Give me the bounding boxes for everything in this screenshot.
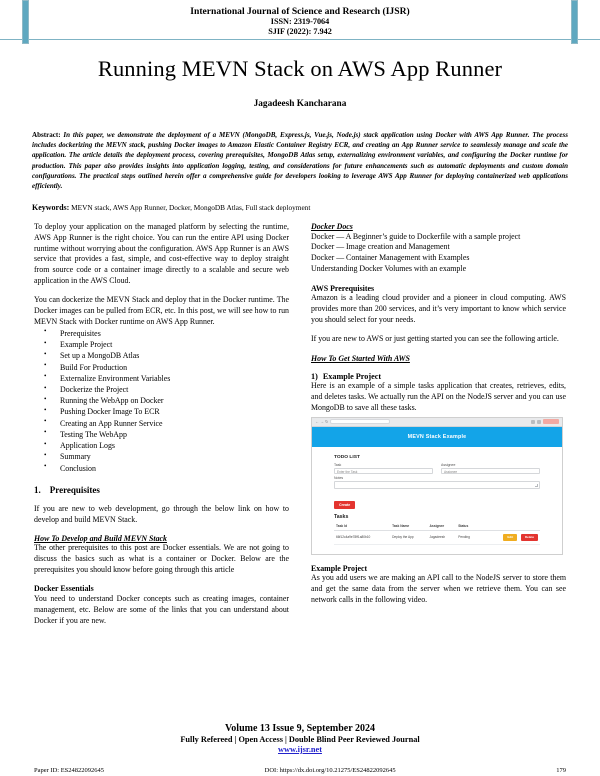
footer-volume: Volume 13 Issue 9, September 2024 bbox=[224, 722, 375, 734]
table-row bbox=[334, 530, 540, 544]
delete-task-button[interactable]: Delete bbox=[521, 534, 538, 541]
author-name: Jagadeesh Kancharana bbox=[253, 98, 347, 109]
bookmark-icon[interactable] bbox=[537, 420, 541, 424]
subheading-get-started-aws: How To Get Started With AWS bbox=[311, 353, 410, 363]
abstract-body: In this paper, we demonstrate the deployment of a MEVN (MongoDB, Express.js, Vue.js, Node.js) stack application using Docker with AWS App Runner. The process includes dockerizing the MEVN stack, pushing Docker images to Amazon Elastic Container Registry ECR, and creating an App Runner service to seamlessly manage and scale the application. The article details the deployment process, covering prerequisites, MongoDB Atlas setup, externalizing environment variables, and configuring the Docker runtime for production. This paper also provides insights into application logging, testing, and considerations for future enhancements such as automatic deployments and custom domain configurations. The practical steps outlined herein offer a comprehensive guide for developers looking to leverage AWS App Runner for deploying containerized web applications efficiently. bbox=[32, 130, 568, 191]
section-title: Prerequisites bbox=[49, 484, 100, 495]
browser-toolbar-icons bbox=[531, 419, 559, 424]
profile-badge[interactable] bbox=[543, 419, 559, 424]
example-project-paragraph: Here is an example of a simple tasks application that creates, retrieves, edits, and deletes tasks. We actually run the API on the NodeJS server and you can use MongoDB to save all these tasks. bbox=[311, 381, 566, 412]
subheading-example-project-numbered bbox=[311, 372, 566, 381]
task-field-group bbox=[334, 463, 433, 474]
list-item: • Dockerize the Project bbox=[40, 384, 289, 395]
footer-meta-row bbox=[0, 767, 600, 774]
list-item: • Externalize Environment Variables bbox=[40, 373, 289, 384]
docker-doc-link[interactable]: Docker — A Beginner’s guide to Dockerfile with a sample project bbox=[311, 231, 521, 241]
browser-nav-controls bbox=[315, 420, 328, 423]
example-project-number: 1) bbox=[311, 371, 318, 381]
list-item: • Prerequisites bbox=[40, 328, 289, 339]
intro-paragraph-2: You can dockerize the MEVN Stack and deploy that in the Docker runtime. The Docker images can be pulled from ECR, etc. In this post, we will see how to run MEVN Stack with Docker runtime on AWS App Runner. bbox=[34, 295, 289, 327]
masthead-rule bbox=[0, 39, 600, 40]
cell-task-name: Deploy the App bbox=[390, 530, 427, 544]
abstract-block bbox=[32, 130, 568, 214]
subheading-example-project: Example Project bbox=[311, 563, 368, 573]
subheading-develop-build-mevn: How To Develop and Build MEVN Stack bbox=[34, 533, 167, 543]
task-label: Task bbox=[334, 462, 342, 467]
table-header-row bbox=[334, 523, 540, 531]
extension-icon[interactable] bbox=[531, 420, 535, 424]
topics-list bbox=[40, 328, 289, 474]
abstract-text bbox=[32, 130, 568, 192]
app-body bbox=[312, 447, 562, 554]
example-project-title: Example Project bbox=[322, 371, 382, 381]
column-header-task-name: Task Name bbox=[390, 523, 427, 531]
tasks-table bbox=[334, 523, 540, 545]
footer-journal-url[interactable]: www.ijsr.net bbox=[278, 745, 322, 754]
prerequisites-paragraph: If you are new to web development, go through the below link on how to develop and build MEVN Stack. bbox=[34, 503, 289, 524]
notes-field-group bbox=[334, 476, 540, 489]
cell-status: Pending bbox=[456, 530, 479, 544]
keywords-text bbox=[32, 202, 568, 213]
column-header-task-id: Task Id bbox=[334, 523, 390, 531]
right-column bbox=[311, 222, 566, 635]
back-arrow-icon[interactable]: ← bbox=[315, 419, 319, 425]
masthead bbox=[0, 0, 600, 40]
cell-task-id: 66f12c4a9e78ff1a80b10 bbox=[334, 530, 390, 544]
assignee-label: Assignee bbox=[441, 462, 456, 467]
assignee-field-group bbox=[441, 463, 540, 474]
todo-list-heading: TODO LIST bbox=[334, 454, 360, 460]
list-item: • Set up a MongoDB Atlas bbox=[40, 350, 289, 361]
example-project-detail-paragraph: As you add users we are making an API call to the NodeJS server to store them and get the same data from the server when we retrieve them. You can see network calls in the following video. bbox=[311, 573, 566, 604]
list-item: • Example Project bbox=[40, 339, 289, 350]
footer-paper-id: Paper ID: ES24822092645 bbox=[34, 767, 105, 774]
subheading-aws-prerequisites: AWS Prerequisites bbox=[311, 283, 375, 293]
section-number: 1. bbox=[34, 484, 41, 495]
prerequisites-detail-paragraph: The other prerequisites to this post are Docker essentials. We are not going to discuss the basics such as what is a container or Docker. Below are the prerequisites you should know before going through this article bbox=[34, 543, 289, 575]
create-task-button[interactable]: Create bbox=[334, 501, 355, 509]
task-assignee-row bbox=[334, 463, 540, 474]
embedded-app-screenshot bbox=[311, 417, 563, 555]
page-title: Running MEVN Stack on AWS App Runner bbox=[97, 55, 503, 81]
page-footer bbox=[0, 723, 600, 755]
browser-address-bar[interactable] bbox=[330, 419, 390, 425]
left-column bbox=[34, 222, 289, 635]
column-header-assignee: Assignee bbox=[428, 523, 457, 531]
docker-doc-link[interactable]: Understanding Docker Volumes with an example bbox=[311, 263, 467, 273]
app-banner-title: MEVN Stack Example bbox=[312, 427, 562, 447]
list-item: • Testing The WebApp bbox=[40, 429, 289, 440]
journal-issn: ISSN: 2319-7064 bbox=[270, 17, 330, 27]
body-columns bbox=[34, 222, 566, 635]
edit-task-button[interactable]: Edit bbox=[503, 534, 517, 541]
docker-doc-link[interactable]: Docker — Container Management with Examples bbox=[311, 253, 470, 263]
list-item: • Conclusion bbox=[40, 463, 289, 474]
docker-doc-link[interactable]: Docker — Image creation and Management bbox=[311, 242, 450, 252]
aws-prerequisites-paragraph: Amazon is a leading cloud provider and a pioneer in cloud computing. AWS provides more than 200 services, and it’s very important to know which service you should select for your needs. bbox=[311, 293, 566, 324]
section-heading-prerequisites bbox=[34, 485, 289, 495]
spacer bbox=[311, 363, 566, 372]
masthead-bar-left bbox=[22, 0, 29, 44]
docker-docs-links bbox=[311, 232, 566, 275]
journal-name: International Journal of Science and Research (IJSR) bbox=[190, 6, 410, 17]
cell-assignee: Jagadeesh bbox=[428, 530, 457, 544]
subheading-docker-docs: Docker Docs bbox=[311, 222, 353, 231]
keywords-body: MEVN stack, AWS App Runner, Docker, MongoDB Atlas, Full stack deployment bbox=[69, 203, 311, 213]
tasks-table-heading: Tasks bbox=[334, 513, 349, 520]
forward-arrow-icon[interactable]: → bbox=[320, 419, 324, 425]
abstract-label: Abstract: bbox=[32, 130, 61, 139]
notes-textarea[interactable] bbox=[334, 481, 540, 489]
footer-doi[interactable]: DOI: https://dx.doi.org/10.21275/ES24822092645 bbox=[264, 767, 396, 774]
task-input[interactable]: Enter the Task bbox=[334, 468, 433, 474]
list-item: • Application Logs bbox=[40, 440, 289, 451]
journal-sjif: SJIF (2022): 7.942 bbox=[268, 26, 332, 36]
list-item: • Running the WebApp on Docker bbox=[40, 395, 289, 406]
subheading-docker-essentials: Docker Essentials bbox=[34, 584, 94, 594]
keywords-label: Keywords: bbox=[32, 203, 70, 213]
aws-new-user-paragraph: If you are new to AWS or just getting started you can see the following article. bbox=[311, 334, 559, 344]
list-item: • Creating an App Runner Service bbox=[40, 418, 289, 429]
column-header-status: Status bbox=[456, 523, 479, 531]
footer-refereed: Fully Refereed | Open Access | Double Blind Peer Reviewed Journal bbox=[180, 735, 420, 744]
reload-icon[interactable]: ↻ bbox=[325, 419, 329, 425]
footer-page-number: 179 bbox=[556, 767, 566, 774]
docker-essentials-paragraph: You need to understand Docker concepts such as creating images, container management, etc. Below are some of the links that you can understand about Docker if you are new. bbox=[34, 593, 289, 625]
list-item: • Build For Production bbox=[40, 362, 289, 373]
intro-paragraph-1: To deploy your application on the managed platform by selecting the runtime, AWS App Runner is the right choice. You can run the entire API using Docker runtime without worrying about the configuration. AWS App Runner is an AWS service that provides a fast, simple, and cost-effective way to deploy straight from source code or a container image directly to a scalable and secure web application in the AWS Cloud. bbox=[34, 222, 289, 286]
masthead-bar-right bbox=[571, 0, 578, 44]
cell-actions bbox=[479, 530, 540, 544]
browser-chrome-bar bbox=[312, 418, 562, 427]
list-item: • Summary bbox=[40, 451, 289, 462]
assignee-input[interactable]: Assignee bbox=[441, 468, 540, 474]
notes-label: Notes bbox=[334, 475, 344, 480]
list-item: • Pushing Docker Image To ECR bbox=[40, 406, 289, 417]
column-header-actions bbox=[479, 523, 540, 531]
